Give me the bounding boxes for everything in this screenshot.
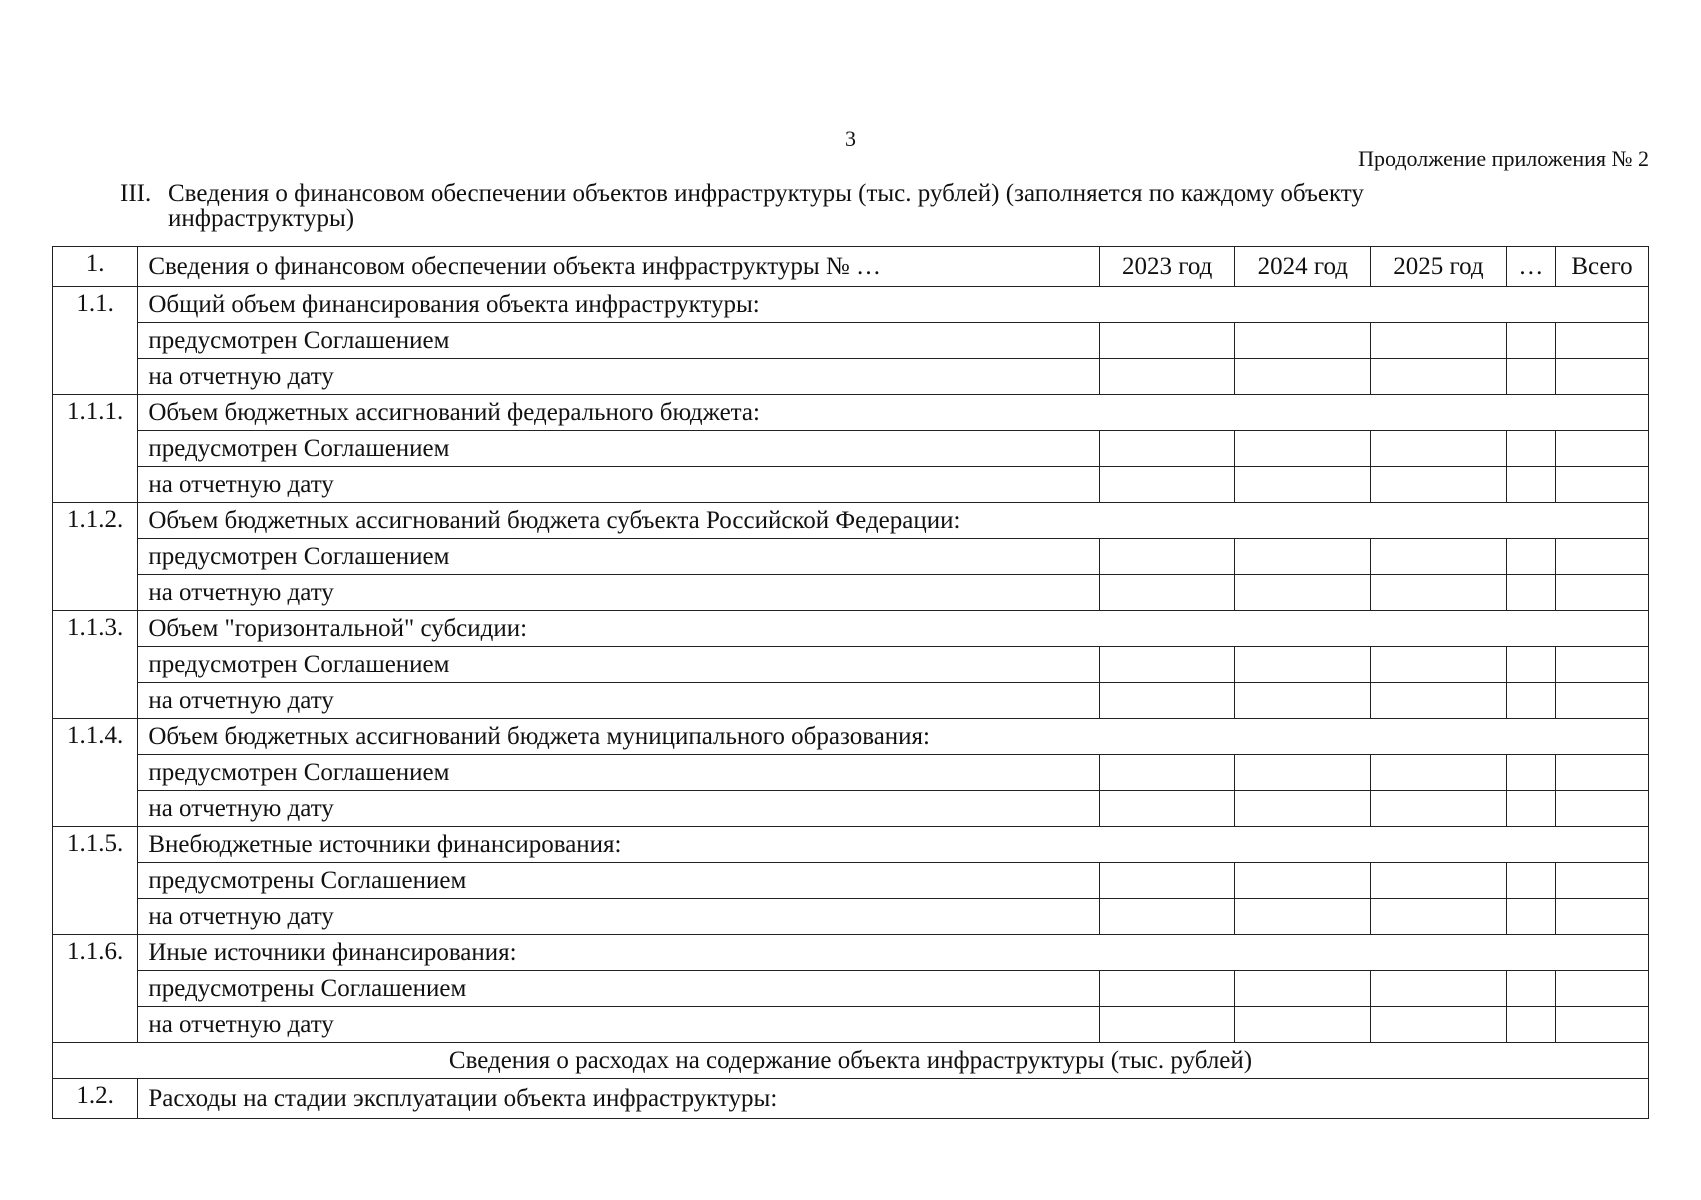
value-cell[interactable] [1099, 575, 1235, 611]
value-cell[interactable] [1099, 755, 1235, 791]
value-cell[interactable] [1371, 791, 1507, 827]
group-label: Объем бюджетных ассигнований федерального бюджета: [138, 395, 1649, 431]
value-cell[interactable] [1555, 323, 1648, 359]
row-number: 1.1.2. [53, 503, 138, 611]
group-label: Иные источники финансирования: [138, 935, 1649, 971]
sub-row-label: на отчетную дату [138, 899, 1100, 935]
value-cell[interactable] [1506, 323, 1555, 359]
group-row [53, 395, 1649, 431]
sub-row-label: предусмотрены Соглашением [138, 971, 1100, 1007]
value-cell[interactable] [1099, 971, 1235, 1007]
header-label-cell: Сведения о финансовом обеспечении объекта инфраструктуры № … [138, 247, 1100, 287]
row-number: 1.1.4. [53, 719, 138, 827]
sub-row [53, 683, 1649, 719]
value-cell[interactable] [1099, 791, 1235, 827]
sub-row-label: предусмотрен Соглашением [138, 647, 1100, 683]
value-cell[interactable] [1235, 431, 1371, 467]
sub-row-label: на отчетную дату [138, 683, 1100, 719]
header-year-2024: 2024 год [1235, 247, 1371, 287]
value-cell[interactable] [1099, 467, 1235, 503]
value-cell[interactable] [1506, 539, 1555, 575]
value-cell[interactable] [1506, 647, 1555, 683]
group-row [53, 719, 1649, 755]
group-label: Внебюджетные источники финансирования: [138, 827, 1649, 863]
sub-row [53, 539, 1649, 575]
value-cell[interactable] [1099, 323, 1235, 359]
value-cell[interactable] [1099, 863, 1235, 899]
group-row [53, 503, 1649, 539]
sub-row [53, 575, 1649, 611]
value-cell[interactable] [1371, 647, 1507, 683]
row-number: 1.1.5. [53, 827, 138, 935]
header-year-2023: 2023 год [1099, 247, 1235, 287]
value-cell[interactable] [1506, 863, 1555, 899]
sub-row [53, 791, 1649, 827]
value-cell[interactable] [1235, 971, 1371, 1007]
sub-row [53, 431, 1649, 467]
value-cell[interactable] [1371, 431, 1507, 467]
value-cell[interactable] [1371, 683, 1507, 719]
value-cell[interactable] [1506, 431, 1555, 467]
value-cell[interactable] [1506, 467, 1555, 503]
page-number: 3 [845, 126, 856, 151]
value-cell[interactable] [1099, 431, 1235, 467]
value-cell[interactable] [1506, 971, 1555, 1007]
sub-row-label: на отчетную дату [138, 359, 1100, 395]
group-row [53, 827, 1649, 863]
value-cell[interactable] [1099, 539, 1235, 575]
value-cell[interactable] [1235, 791, 1371, 827]
header-number-cell: 1. [53, 247, 138, 287]
value-cell[interactable] [1371, 467, 1507, 503]
header-year-2025: 2025 год [1371, 247, 1507, 287]
value-cell[interactable] [1235, 899, 1371, 935]
value-cell[interactable] [1371, 539, 1507, 575]
header-total: Всего [1555, 247, 1648, 287]
financing-table [52, 246, 1649, 1119]
value-cell[interactable] [1235, 467, 1371, 503]
value-cell[interactable] [1506, 1007, 1555, 1043]
value-cell[interactable] [1371, 1007, 1507, 1043]
value-cell[interactable] [1099, 359, 1235, 395]
value-cell[interactable] [1506, 359, 1555, 395]
row-number: 1.1. [53, 287, 138, 395]
header-ellipsis: … [1506, 247, 1555, 287]
value-cell[interactable] [1506, 755, 1555, 791]
row-number: 1.1.1. [53, 395, 138, 503]
value-cell[interactable] [1506, 575, 1555, 611]
value-cell[interactable] [1555, 755, 1648, 791]
value-cell[interactable] [1555, 971, 1648, 1007]
group-label: Объем "горизонтальной" субсидии: [138, 611, 1649, 647]
value-cell[interactable] [1235, 683, 1371, 719]
group-label: Объем бюджетных ассигнований бюджета субъекта Российской Федерации: [138, 503, 1649, 539]
section-title-line-2: инфраструктуры) [168, 205, 355, 232]
value-cell[interactable] [1555, 575, 1648, 611]
value-cell[interactable] [1371, 755, 1507, 791]
sub-row-label: предусмотрен Соглашением [138, 755, 1100, 791]
sub-row [53, 467, 1649, 503]
value-cell[interactable] [1555, 539, 1648, 575]
group-label: Общий объем финансирования объекта инфраструктуры: [138, 287, 1649, 323]
sub-row [53, 359, 1649, 395]
value-cell[interactable] [1099, 647, 1235, 683]
sub-row [53, 755, 1649, 791]
row-number: 1.2. [53, 1079, 138, 1119]
sub-row [53, 1007, 1649, 1043]
value-cell[interactable] [1099, 899, 1235, 935]
value-cell[interactable] [1555, 1007, 1648, 1043]
appendix-continuation-note: Продолжение приложения № 2 [1358, 146, 1649, 171]
group-label: Объем бюджетных ассигнований бюджета муниципального образования: [138, 719, 1649, 755]
value-cell[interactable] [1235, 359, 1371, 395]
section-title [120, 181, 1649, 231]
value-cell[interactable] [1506, 899, 1555, 935]
sub-row-label: предусмотрен Соглашением [138, 431, 1100, 467]
value-cell[interactable] [1506, 791, 1555, 827]
sub-row [53, 971, 1649, 1007]
value-cell[interactable] [1235, 575, 1371, 611]
expenses-label: Расходы на стадии эксплуатации объекта инфраструктуры: [138, 1079, 1649, 1119]
last-row [53, 1079, 1649, 1119]
sub-row [53, 863, 1649, 899]
row-number: 1.1.6. [53, 935, 138, 1043]
group-row [53, 611, 1649, 647]
value-cell[interactable] [1555, 647, 1648, 683]
value-cell[interactable] [1235, 1007, 1371, 1043]
group-row [53, 287, 1649, 323]
value-cell[interactable] [1555, 863, 1648, 899]
section-title-line-1 [120, 181, 1649, 206]
value-cell[interactable] [1371, 359, 1507, 395]
value-cell[interactable] [1371, 323, 1507, 359]
value-cell[interactable] [1099, 1007, 1235, 1043]
value-cell[interactable] [1506, 683, 1555, 719]
expenses-heading: Сведения о расходах на содержание объекта инфраструктуры (тыс. рублей) [53, 1043, 1649, 1079]
value-cell[interactable] [1555, 467, 1648, 503]
section-title-text: Сведения о финансовом обеспечении объектов инфраструктуры (тыс. рублей) (заполняется по каждому объекту [168, 180, 1364, 207]
value-cell[interactable] [1555, 359, 1648, 395]
value-cell[interactable] [1371, 575, 1507, 611]
table-header-row [53, 247, 1649, 287]
sub-row-label: предусмотрен Соглашением [138, 323, 1100, 359]
value-cell[interactable] [1555, 683, 1648, 719]
sub-row [53, 899, 1649, 935]
value-cell[interactable] [1235, 755, 1371, 791]
value-cell[interactable] [1555, 791, 1648, 827]
value-cell[interactable] [1371, 971, 1507, 1007]
group-row [53, 935, 1649, 971]
sub-row-label: на отчетную дату [138, 791, 1100, 827]
section-numeral: III. [120, 180, 152, 207]
sub-row [53, 647, 1649, 683]
sub-row-label: предусмотрены Соглашением [138, 863, 1100, 899]
value-cell[interactable] [1555, 899, 1648, 935]
sub-row-label: на отчетную дату [138, 467, 1100, 503]
value-cell[interactable] [1235, 863, 1371, 899]
value-cell[interactable] [1371, 899, 1507, 935]
value-cell[interactable] [1371, 863, 1507, 899]
row-number: 1.1.3. [53, 611, 138, 719]
sub-row-label: предусмотрен Соглашением [138, 539, 1100, 575]
value-cell[interactable] [1099, 683, 1235, 719]
value-cell[interactable] [1555, 431, 1648, 467]
sub-row-label: на отчетную дату [138, 575, 1100, 611]
value-cell[interactable] [1235, 323, 1371, 359]
value-cell[interactable] [1235, 647, 1371, 683]
value-cell[interactable] [1235, 539, 1371, 575]
expenses-heading-row [53, 1043, 1649, 1079]
sub-row-label: на отчетную дату [138, 1007, 1100, 1043]
sub-row [53, 323, 1649, 359]
